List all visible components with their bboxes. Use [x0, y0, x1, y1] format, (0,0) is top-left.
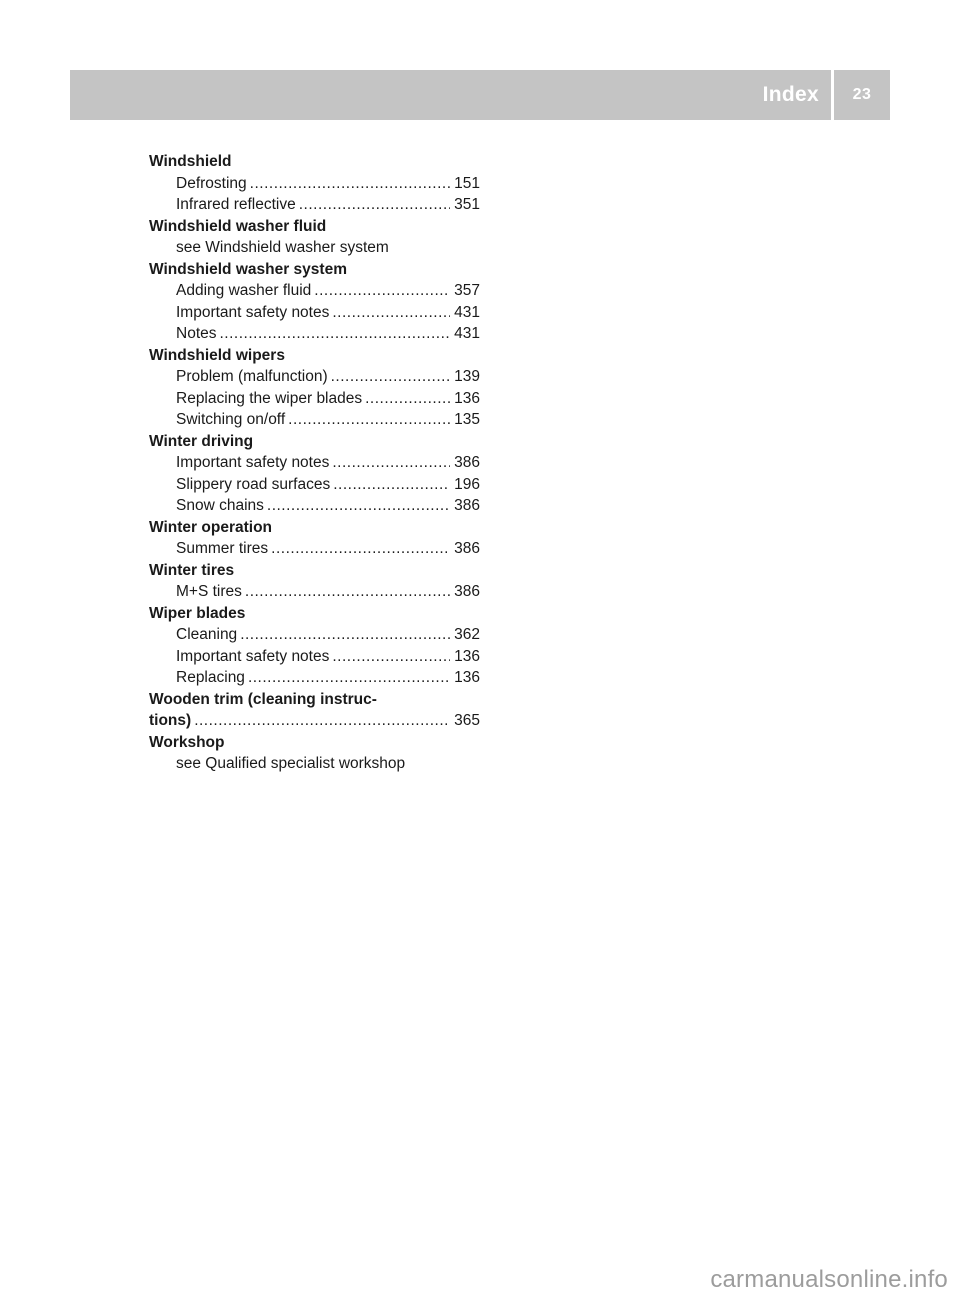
index-subentry [149, 581, 480, 603]
header-page-cell [834, 70, 890, 120]
subentry-label: Replacing the wiper blades [176, 389, 363, 407]
heading-continuation-label: tions) [149, 712, 192, 729]
page-reference: 386 [454, 454, 480, 471]
index-subentry [149, 388, 480, 410]
section-title: Index [762, 83, 819, 106]
index-entry [149, 732, 480, 775]
index-entry [149, 431, 480, 517]
subentry-label: Slippery road surfaces [176, 475, 331, 493]
index-entry [149, 603, 480, 689]
index-heading: Windshield washer system [149, 260, 347, 278]
see-reference: see Windshield washer system [176, 239, 389, 256]
dot-leader [271, 538, 450, 560]
page-reference: 362 [454, 626, 480, 643]
page-reference: 135 [454, 411, 480, 428]
subentry-label: Replacing [176, 669, 245, 686]
index-heading: Wooden trim (cleaning instruc- [149, 690, 377, 708]
subentry-label: Notes [176, 325, 217, 342]
page-number: 23 [852, 86, 872, 103]
index-list [149, 151, 480, 775]
page-reference: 136 [454, 669, 480, 686]
header-title-cell [70, 70, 831, 120]
page-reference: 386 [454, 583, 480, 600]
index-heading-continuation [149, 710, 480, 732]
dot-leader [288, 409, 450, 431]
index-heading: Windshield washer fluid [149, 217, 327, 235]
index-subentry [149, 409, 480, 431]
page-reference: 386 [454, 497, 480, 514]
subentry-label: Important safety notes [176, 647, 330, 665]
index-subentry [149, 452, 480, 474]
page-reference: 351 [454, 196, 480, 213]
subentry-label: Adding washer fluid [176, 282, 312, 299]
see-reference: see Qualified specialist workshop [176, 755, 406, 772]
index-entry [149, 517, 480, 560]
index-subentry [149, 646, 480, 668]
subentry-label: Infrared reflective [176, 196, 296, 213]
index-entry [149, 345, 480, 431]
header-bar [70, 70, 890, 120]
page-reference: 357 [454, 282, 480, 299]
index-subentry [149, 280, 480, 302]
subentry-label: Important safety notes [176, 303, 330, 321]
index-subentry [149, 366, 480, 388]
index-entry [149, 151, 480, 216]
subentry-label: Important safety notes [176, 454, 330, 471]
index-entry [149, 689, 480, 732]
page-reference: 431 [454, 303, 480, 321]
index-subentry [149, 624, 480, 646]
index-entry [149, 216, 480, 259]
dot-leader [333, 474, 450, 496]
index-heading: Winter operation [149, 518, 273, 536]
index-subentry [149, 667, 480, 689]
dot-leader [299, 194, 450, 216]
page-reference: 136 [454, 389, 480, 407]
index-heading: Winter tires [149, 561, 235, 579]
dot-leader [248, 667, 450, 689]
dot-leader [332, 646, 450, 668]
index-subentry [149, 194, 480, 216]
dot-leader [245, 581, 450, 603]
subentry-label: Summer tires [176, 540, 269, 557]
subentry-label: Cleaning [176, 626, 238, 643]
dot-leader [240, 624, 450, 646]
page-reference: 139 [454, 368, 480, 385]
index-heading: Windshield [149, 153, 232, 170]
index-subentry [149, 538, 480, 560]
page-reference: 386 [454, 540, 480, 557]
dot-leader [267, 495, 450, 517]
subentry-label: Problem (malfunction) [176, 368, 328, 385]
dot-leader [332, 302, 450, 324]
subentry-label: M+S tires [176, 583, 242, 600]
page-reference: 151 [454, 174, 480, 192]
subentry-label: Snow chains [176, 497, 264, 514]
dot-leader [314, 280, 450, 302]
index-heading: Workshop [149, 733, 225, 751]
index-subentry [149, 495, 480, 517]
index-heading: Winter driving [149, 432, 254, 450]
index-heading: Wiper blades [149, 604, 246, 622]
page-reference: 365 [454, 712, 480, 729]
dot-leader [331, 366, 451, 388]
index-entry [149, 560, 480, 603]
dot-leader [332, 452, 450, 474]
subentry-label: Switching on/off [176, 411, 286, 428]
page-reference: 431 [454, 325, 480, 342]
index-subentry [149, 323, 480, 345]
dot-leader [220, 323, 451, 345]
page-reference: 136 [454, 647, 480, 665]
index-subentry [149, 474, 480, 496]
dot-leader [250, 173, 450, 195]
page-reference: 196 [454, 475, 480, 493]
watermark: carmanualsonline.info [710, 1266, 948, 1293]
index-subentry [149, 302, 480, 324]
index-entry [149, 259, 480, 345]
dot-leader [365, 388, 450, 410]
index-subentry [149, 173, 480, 195]
subentry-label: Defrosting [176, 174, 247, 192]
index-heading: Windshield wipers [149, 346, 285, 364]
dot-leader [194, 710, 450, 732]
